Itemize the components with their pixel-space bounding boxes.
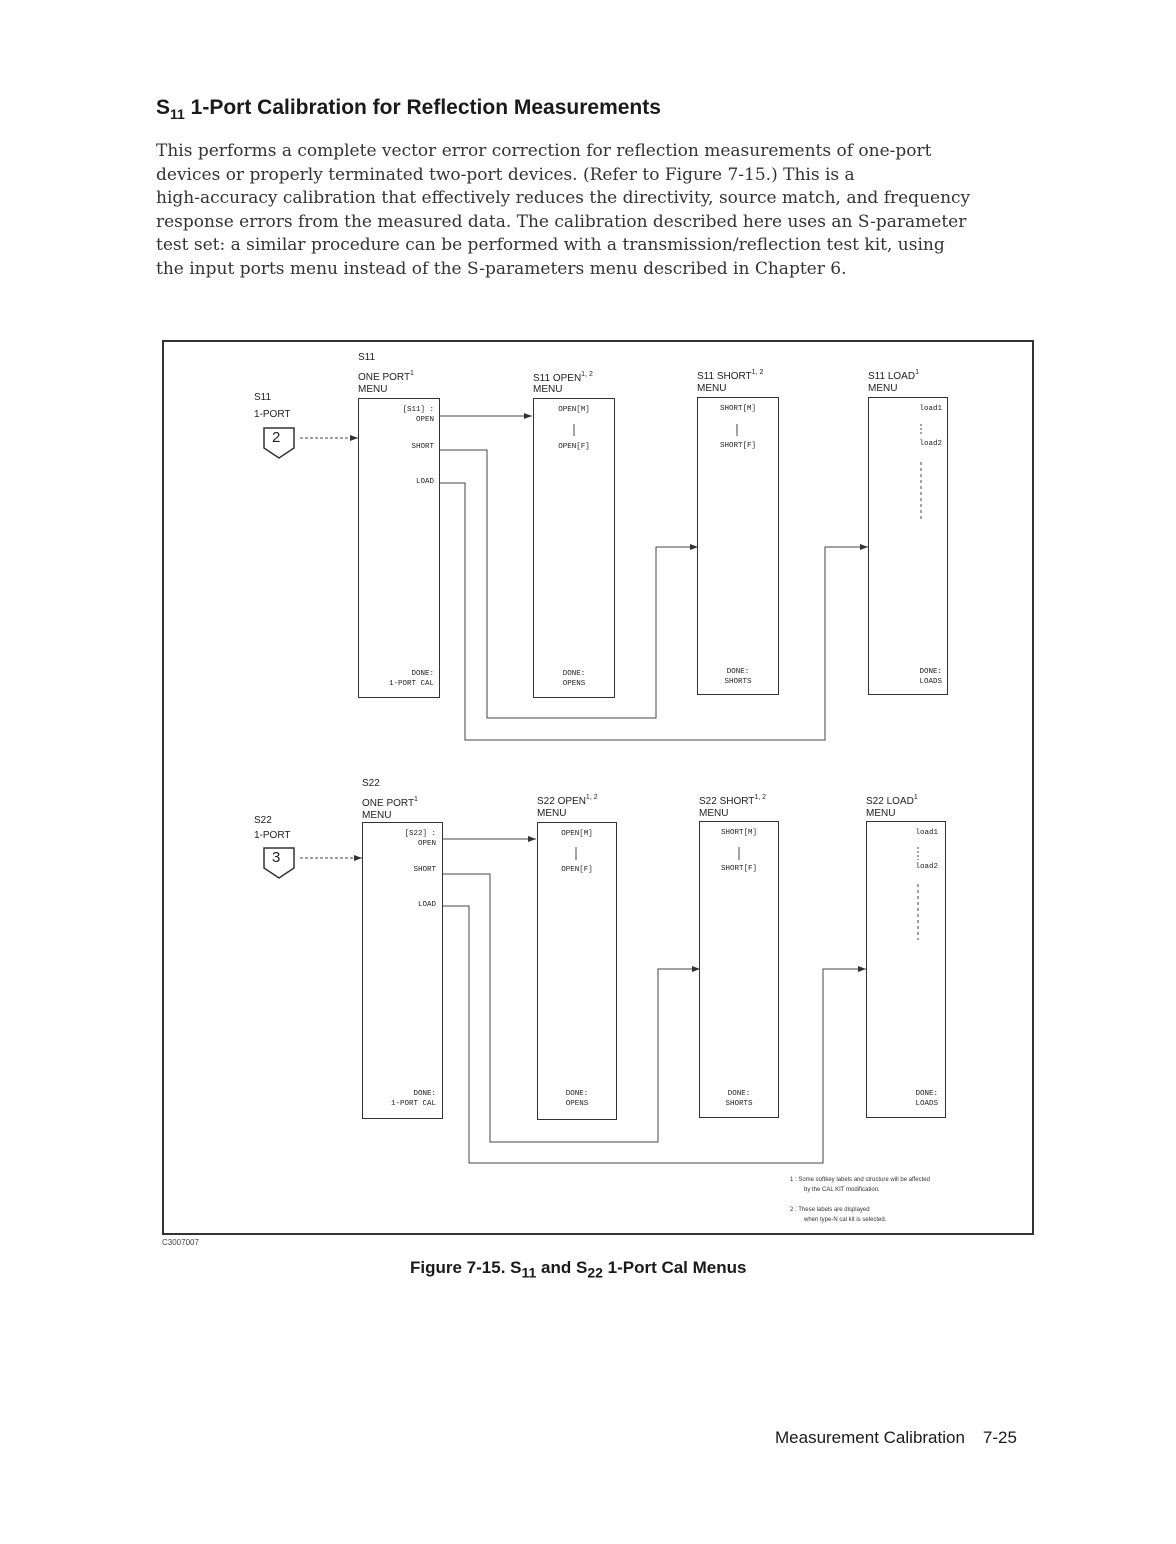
connector-line (443, 906, 866, 1163)
menu-title: MENU (362, 810, 392, 821)
menu-title: ONE PORT$^1$ (362, 796, 418, 809)
softkey-done: DONE: (413, 1090, 436, 1098)
menu-title: S22 (362, 778, 380, 789)
softkey-done: SHORTS (725, 1100, 753, 1108)
menu-title: MENU (868, 383, 898, 394)
softkey-short: SHORT (411, 443, 434, 451)
port-label: 1-PORT (254, 830, 291, 841)
softkey-cal: [S11] : (402, 406, 434, 414)
softkey-open-m: OPEN[M] (561, 830, 593, 838)
softkey-load2: load2 (915, 863, 938, 871)
figure-code: C3007007 (162, 1238, 199, 1247)
softkey-load1: load1 (915, 829, 938, 837)
softkey-open-f: OPEN[F] (558, 443, 590, 451)
menu-title: ONE PORT$^1$ (358, 370, 414, 383)
softkey-done: DONE: (726, 668, 750, 676)
softkey-load: LOAD (415, 478, 434, 486)
paragraph-line: high-accuracy calibration that effectively reduces the directivity, source match, and frequency (156, 188, 971, 208)
page-footer (775, 1428, 1017, 1448)
menu-title: S22 OPEN$^{1, 2}$ (537, 794, 598, 807)
softkey-load2: load2 (919, 440, 942, 448)
footnote: by the CAL KIT modification. (804, 1187, 880, 1193)
hardkey-number: 2 (272, 429, 281, 446)
softkey-open: OPEN (417, 840, 436, 848)
page-number: 7-25 (982, 1428, 1017, 1447)
menu-title: MENU (358, 384, 388, 395)
softkey-open-f: OPEN[F] (561, 866, 593, 874)
figure-caption: Figure 7-15. $S_{11}$ and $S_{22}$ 1-Port Cal Menus (410, 1258, 747, 1281)
menu-title: MENU (697, 383, 727, 394)
menu-title: MENU (866, 808, 896, 819)
softkey-done: OPENS (562, 680, 586, 688)
paragraph-line: the input ports menu instead of the S-parameters menu described in Chapter 6. (156, 258, 847, 279)
softkey-done: DONE: (915, 1090, 938, 1098)
softkey-open: OPEN (415, 416, 434, 424)
footnote: when type-N cal kit is selected. (804, 1217, 887, 1223)
paragraph-line: response errors from the measured data. The calibration described here uses an S-parameter (156, 211, 967, 232)
softkey-done: SHORTS (724, 678, 752, 686)
softkey-done: DONE: (919, 668, 942, 676)
softkey-cal: [S22] : (404, 830, 436, 838)
menu-title: S22 SHORT$^{1, 2}$ (699, 794, 767, 807)
softkey-done: LOADS (919, 678, 942, 686)
footnote: 2 : These labels are displayed (790, 1207, 870, 1213)
menu-title: S11 (358, 352, 376, 363)
menu-title: MENU (537, 808, 567, 819)
softkey-done: 1-PORT CAL (390, 1100, 436, 1108)
port-label: S11 (254, 392, 272, 403)
menu-title: MENU (533, 384, 563, 395)
softkey-short-f: SHORT[F] (719, 442, 756, 450)
softkey-short-m: SHORT[M] (719, 405, 756, 413)
paragraph-line: devices or properly terminated two-port devices. (Refer to Figure 7-15.) This is a (156, 164, 855, 185)
section-heading: $S_{11}$ 1-Port Calibration for Reflection Measurements (156, 96, 661, 123)
softkey-load1: load1 (919, 405, 942, 413)
menu-title: MENU (699, 808, 729, 819)
menu-title: S11 OPEN$^{1, 2}$ (533, 371, 593, 384)
port-label: S22 (254, 815, 272, 826)
softkey-load: LOAD (417, 901, 436, 909)
paragraph-line: test set: a similar procedure can be performed with a transmission/reflection test kit, using (156, 235, 945, 255)
port-label: 1-PORT (254, 409, 291, 420)
softkey-short-f: SHORT[F] (720, 865, 757, 873)
menu-title: S11 SHORT$^{1, 2}$ (697, 369, 764, 382)
softkey-open-m: OPEN[M] (558, 406, 590, 414)
hardkey-number: 3 (272, 849, 281, 866)
softkey-done: OPENS (565, 1100, 589, 1108)
connector-line (440, 483, 868, 740)
footnote: 1 : Some softkey labels and structure will be affected (790, 1177, 930, 1183)
menu-title: S22 LOAD$^1$ (866, 794, 918, 807)
softkey-short-m: SHORT[M] (720, 829, 757, 837)
softkey-short: SHORT (413, 866, 436, 874)
softkey-done: DONE: (565, 1090, 589, 1098)
softkey-done: 1-PORT CAL (388, 680, 434, 688)
softkey-done: LOADS (915, 1100, 938, 1108)
softkey-done: DONE: (562, 670, 586, 678)
footer-section: Measurement Calibration (775, 1428, 965, 1447)
softkey-done: DONE: (411, 670, 434, 678)
menu-title: S11 LOAD$^1$ (868, 369, 919, 382)
paragraph-line: This performs a complete vector error correction for reflection measurements of one-port (156, 141, 932, 161)
softkey-done: DONE: (727, 1090, 751, 1098)
